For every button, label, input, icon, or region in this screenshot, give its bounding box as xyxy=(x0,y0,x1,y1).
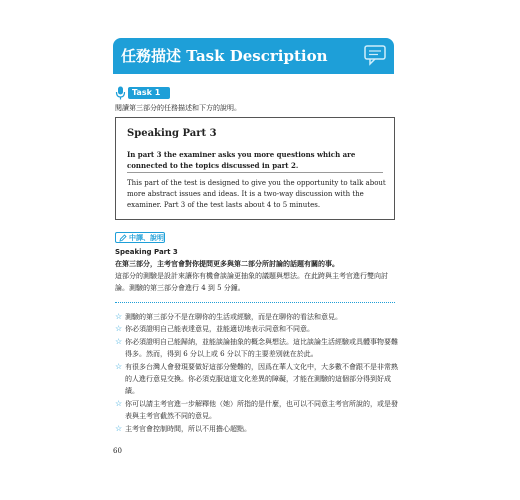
list-item: ☆ 你必須證明自己能表達意見，並能適切地表示同意和不同意。 xyxy=(115,323,399,335)
explanation-part: Speaking Part 3 xyxy=(115,248,178,256)
explanation-label: 中譯、說明 xyxy=(129,234,164,242)
task-badge: Task 1 xyxy=(128,87,170,99)
list-item: ☆ 你必須證明自己能歸納，並能談論抽象的概念與想法。這比談論生活經驗或具體事物要難得多。然而，得到 6 分以上或 6 分以下的主要差別就在於此。 xyxy=(115,336,398,359)
star-icon: ☆ xyxy=(115,398,123,408)
explanation-tag xyxy=(115,232,165,243)
star-icon: ☆ xyxy=(115,423,123,433)
microphone-icon xyxy=(115,86,126,100)
list-item: ☆ 你可以請主考官進一步解釋他（她）所指的是什麼，也可以不同意主考官所說的，或是發表與主考官截然不同的意見。 xyxy=(115,398,398,421)
bullet-list xyxy=(115,311,399,435)
box-body: This part of the test is designed to give you the opportunity to talk about more abstract issues and ideas. It is a two-way discussion with the examiner. Part 3 of the test lasts about 4 to 5 minutes. xyxy=(127,179,386,209)
star-icon: ☆ xyxy=(115,312,123,321)
list-item: ☆ 有很多台灣人會發現要做好這部分變難的，因爲在華人文化中，大多數不會跟不是非常熟的人進行意見交換。你必須克服這道文化差異的障礙，才能在測驗的這個部分得到好成績。 xyxy=(115,361,398,396)
speaking-part-box xyxy=(115,117,395,220)
box-title: Speaking Part 3 xyxy=(127,128,217,139)
explanation-heading: 在第三部分，主考官會對你提問更多與第二部分所討論的話題有關的事。 xyxy=(115,260,339,268)
star-icon: ☆ xyxy=(115,336,123,346)
section-header xyxy=(113,38,394,74)
list-item: ☆ 主考官會控制時間，所以不用擔心超點。 xyxy=(115,423,399,435)
star-icon: ☆ xyxy=(115,361,123,371)
task-instruction: 閱讀第三部分的任務描述和下方的說明。 xyxy=(115,104,241,112)
pencil-icon xyxy=(119,234,127,242)
chat-bubble-icon xyxy=(362,42,388,68)
dotted-divider xyxy=(115,302,395,303)
box-question: In part 3 the examiner asks you more questions which are connected to the topics discussed in part 2. xyxy=(127,150,356,170)
star-icon: ☆ xyxy=(115,324,123,334)
page-number: 60 xyxy=(113,447,122,455)
explanation-body: 這部分的測驗是設計來讓你有機會談論更抽象的議題與想法。在此跨與主考官進行雙向討論。測驗的第三部分會進行 4 到 5 分鐘。 xyxy=(115,272,388,292)
section-title: 任務描述 Task Description xyxy=(121,47,328,65)
divider xyxy=(127,172,383,173)
list-item: ☆ 測驗的第三部分不是在聊你的生活或經驗，而是在聊你的看法和意見。 xyxy=(115,311,399,323)
